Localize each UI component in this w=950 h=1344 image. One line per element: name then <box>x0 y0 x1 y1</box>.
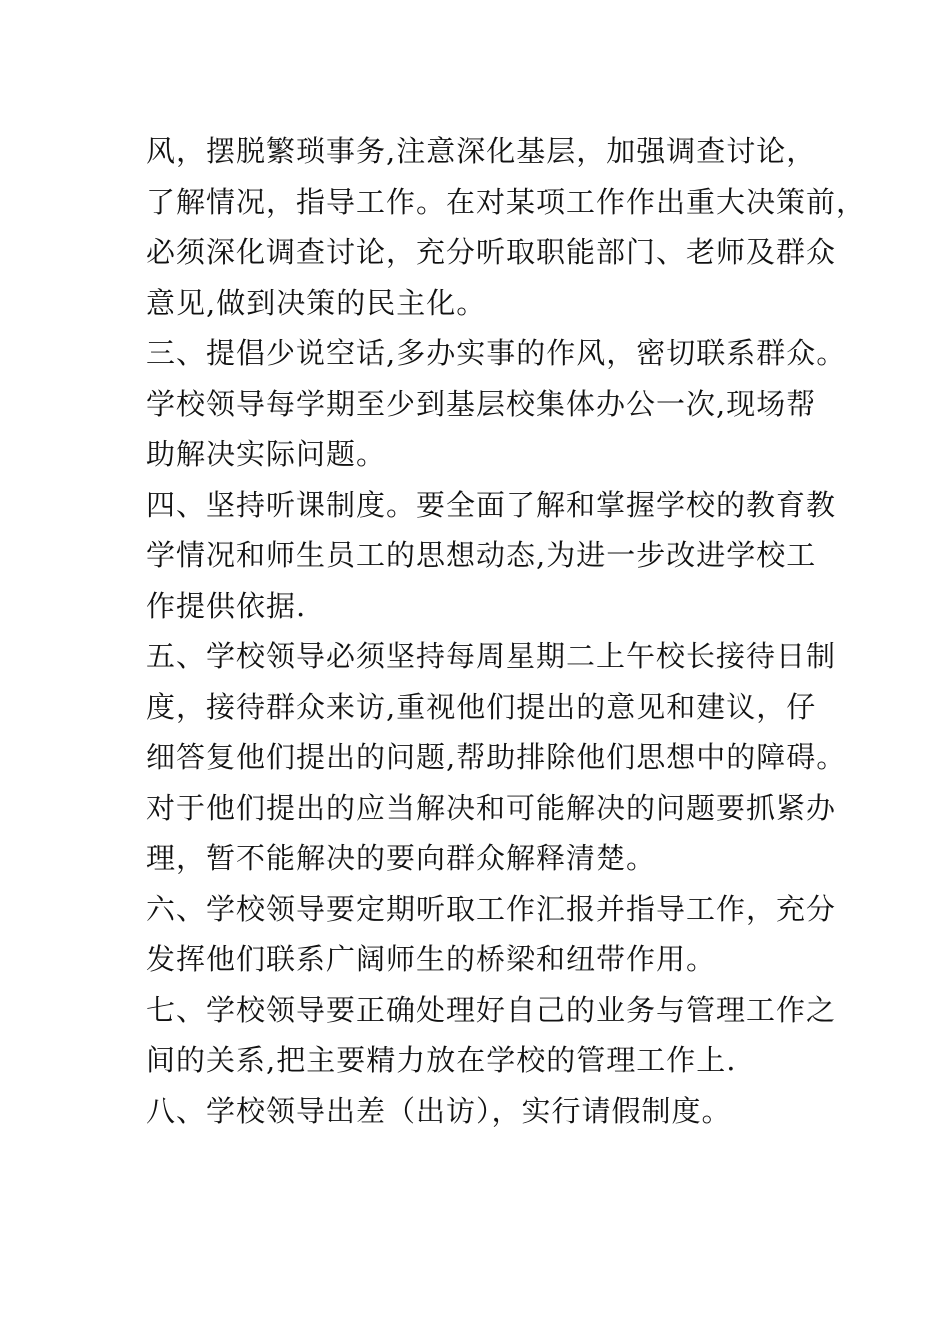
text-line: 细答复他们提出的问题,帮助排除他们思想中的障碍。 <box>146 740 847 774</box>
text-line: 助解决实际问题。 <box>146 437 387 471</box>
text-line: 四、坚持听课制度。要全面了解和掌握学校的教育教 <box>146 487 837 522</box>
text-line: 理，暂不能解决的要向群众解释清楚。 <box>146 841 657 875</box>
text-line: 六、学校领导要定期听取工作汇报并指导工作，充分 <box>146 891 837 926</box>
text-line: 风，摆脱繁琐事务,注意深化基层，加强调查讨论， <box>146 134 817 168</box>
text-line: 七、学校领导要正确处理好自己的业务与管理工作之 <box>146 992 837 1027</box>
document-body <box>146 126 867 1136</box>
text-line: 意见,做到决策的民主化。 <box>146 285 487 320</box>
text-line: 作提供依据. <box>146 588 307 623</box>
text-line: 对于他们提出的应当解决和可能解决的问题要抓紧办 <box>146 790 837 825</box>
text-line: 三、提倡少说空话,多办实事的作风，密切联系群众。 <box>146 336 847 370</box>
text-line: 必须深化调查讨论，充分听取职能部门、老师及群众 <box>146 235 837 269</box>
text-line: 了解情况，指导工作。在对某项工作作出重大决策前， <box>146 184 867 219</box>
text-line: 学情况和师生员工的思想动态,为进一步改进学校工 <box>146 538 817 572</box>
text-line: 五、学校领导必须坚持每周星期二上午校长接待日制 <box>146 639 837 673</box>
text-line: 度，接待群众来访,重视他们提出的意见和建议，仔 <box>146 689 817 724</box>
text-line: 学校领导每学期至少到基层校集体办公一次,现场帮 <box>146 386 817 421</box>
text-line: 间的关系,把主要精力放在学校的管理工作上. <box>146 1043 737 1077</box>
text-line: 八、学校领导出差（出访），实行请假制度。 <box>146 1093 732 1128</box>
text-line: 发挥他们联系广阔师生的桥梁和纽带作用。 <box>146 942 717 976</box>
